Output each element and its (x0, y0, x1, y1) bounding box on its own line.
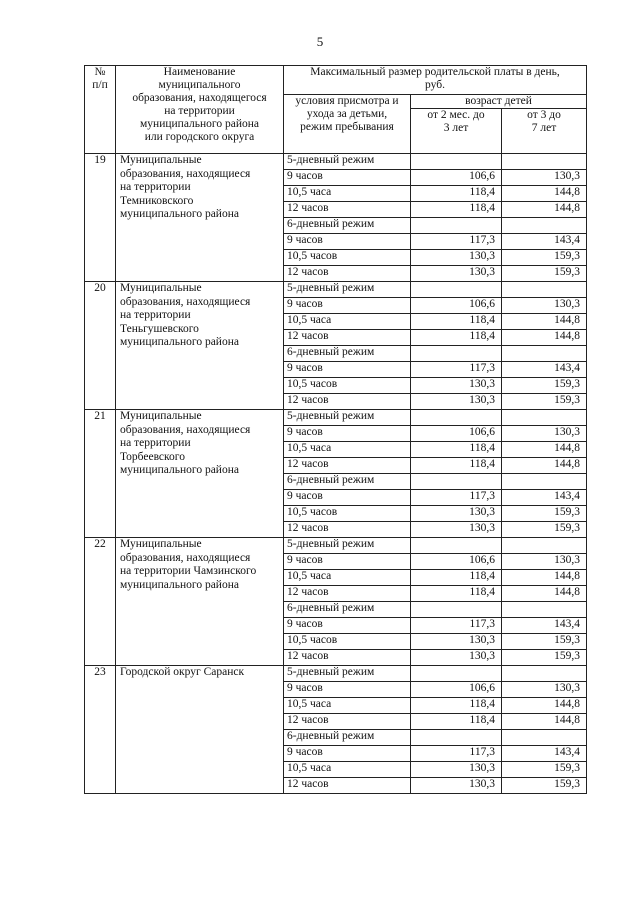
fee-age-3y-7y (502, 410, 587, 426)
fee-age-2m-3y (411, 474, 502, 490)
condition-label: 10,5 часа (284, 186, 411, 202)
table-row (85, 282, 587, 298)
condition-label: 10,5 часа (284, 698, 411, 714)
condition-label: 9 часов (284, 362, 411, 378)
table-row (85, 538, 587, 554)
fee-age-3y-7y: 144,8 (502, 698, 587, 714)
fee-age-3y-7y: 159,3 (502, 634, 587, 650)
fee-age-3y-7y (502, 218, 587, 234)
condition-label: 10,5 часа (284, 314, 411, 330)
mode-label: 5-дневный режим (284, 538, 411, 554)
fee-age-2m-3y (411, 666, 502, 682)
fee-age-3y-7y (502, 538, 587, 554)
municipality-name: Муниципальные образования, находящиеся на территории Чамзинского муниципального района (116, 538, 284, 666)
row-number: 23 (85, 666, 116, 794)
fee-age-3y-7y: 144,8 (502, 714, 587, 730)
table-row (85, 410, 587, 426)
condition-label: 12 часов (284, 714, 411, 730)
municipality-name: Городской округ Саранск (116, 666, 284, 794)
fee-age-3y-7y (502, 602, 587, 618)
condition-label: 10,5 часа (284, 570, 411, 586)
condition-label: 12 часов (284, 778, 411, 794)
header-age-1: от 2 мес. до 3 лет (411, 109, 502, 154)
header-name: Наименование муниципального образования, находящегося на территории муниципального района или городского округа (116, 66, 284, 154)
municipality-name: Муниципальные образования, находящиеся на территории Теньгушевского муниципального района (116, 282, 284, 410)
row-number: 21 (85, 410, 116, 538)
fee-age-2m-3y: 117,3 (411, 490, 502, 506)
fee-age-3y-7y: 144,8 (502, 586, 587, 602)
fee-age-3y-7y (502, 346, 587, 362)
fee-age-3y-7y: 130,3 (502, 682, 587, 698)
fee-age-2m-3y (411, 410, 502, 426)
condition-label: 10,5 часа (284, 762, 411, 778)
fee-age-2m-3y (411, 346, 502, 362)
row-number: 20 (85, 282, 116, 410)
fee-age-3y-7y: 143,4 (502, 746, 587, 762)
fee-age-3y-7y: 130,3 (502, 170, 587, 186)
header-conditions: условия присмотра и ухода за детьми, режим пребывания (284, 95, 411, 154)
condition-label: 12 часов (284, 330, 411, 346)
fee-age-3y-7y: 144,8 (502, 314, 587, 330)
condition-label: 10,5 часов (284, 378, 411, 394)
fee-age-2m-3y (411, 282, 502, 298)
header-age: возраст детей (411, 95, 587, 109)
fee-age-3y-7y: 144,8 (502, 458, 587, 474)
fee-age-3y-7y: 159,3 (502, 394, 587, 410)
fee-age-2m-3y: 118,4 (411, 570, 502, 586)
condition-label: 12 часов (284, 522, 411, 538)
condition-label: 12 часов (284, 202, 411, 218)
condition-label: 9 часов (284, 746, 411, 762)
fee-age-2m-3y: 118,4 (411, 314, 502, 330)
mode-label: 5-дневный режим (284, 154, 411, 170)
fee-age-3y-7y: 130,3 (502, 426, 587, 442)
fee-age-3y-7y (502, 666, 587, 682)
fee-age-2m-3y: 130,3 (411, 778, 502, 794)
table-row (85, 666, 587, 682)
page-number: 5 (316, 34, 324, 49)
fee-age-3y-7y (502, 282, 587, 298)
fee-age-3y-7y: 130,3 (502, 298, 587, 314)
mode-label: 6-дневный режим (284, 730, 411, 746)
fee-age-3y-7y: 144,8 (502, 202, 587, 218)
fee-age-3y-7y: 159,3 (502, 522, 587, 538)
condition-label: 10,5 часа (284, 442, 411, 458)
fee-age-2m-3y (411, 538, 502, 554)
fee-age-2m-3y: 118,4 (411, 330, 502, 346)
fee-age-2m-3y: 106,6 (411, 682, 502, 698)
header-max-fee: Максимальный размер родительской платы в день, руб. (284, 66, 587, 95)
fee-age-2m-3y: 118,4 (411, 698, 502, 714)
fee-age-2m-3y: 130,3 (411, 378, 502, 394)
fee-age-2m-3y: 117,3 (411, 362, 502, 378)
fee-age-3y-7y: 159,3 (502, 266, 587, 282)
fee-age-2m-3y: 118,4 (411, 714, 502, 730)
fee-age-3y-7y: 143,4 (502, 362, 587, 378)
fee-age-3y-7y: 159,3 (502, 762, 587, 778)
condition-label: 10,5 часов (284, 506, 411, 522)
condition-label: 9 часов (284, 490, 411, 506)
fee-age-2m-3y: 118,4 (411, 442, 502, 458)
fee-age-2m-3y: 118,4 (411, 202, 502, 218)
fee-age-3y-7y: 159,3 (502, 250, 587, 266)
fee-age-3y-7y (502, 730, 587, 746)
condition-label: 12 часов (284, 458, 411, 474)
parent-fee-table (84, 65, 587, 794)
fee-age-2m-3y: 117,3 (411, 234, 502, 250)
header-age-2: от 3 до 7 лет (502, 109, 587, 154)
fee-age-2m-3y: 130,3 (411, 250, 502, 266)
header-num: № п/п (85, 66, 116, 154)
fee-age-3y-7y: 144,8 (502, 442, 587, 458)
fee-age-3y-7y: 143,4 (502, 234, 587, 250)
fee-age-2m-3y: 106,6 (411, 170, 502, 186)
fee-age-3y-7y: 144,8 (502, 330, 587, 346)
fee-age-2m-3y: 130,3 (411, 650, 502, 666)
fee-age-2m-3y: 117,3 (411, 746, 502, 762)
row-number: 22 (85, 538, 116, 666)
fee-age-2m-3y: 118,4 (411, 586, 502, 602)
condition-label: 12 часов (284, 266, 411, 282)
condition-label: 9 часов (284, 554, 411, 570)
condition-label: 9 часов (284, 618, 411, 634)
fee-age-2m-3y: 117,3 (411, 618, 502, 634)
fee-age-3y-7y: 144,8 (502, 570, 587, 586)
fee-age-3y-7y (502, 474, 587, 490)
fee-age-3y-7y: 143,4 (502, 490, 587, 506)
row-number: 19 (85, 154, 116, 282)
fee-age-3y-7y: 144,8 (502, 186, 587, 202)
condition-label: 9 часов (284, 234, 411, 250)
fee-age-2m-3y (411, 730, 502, 746)
table-row (85, 154, 587, 170)
fee-age-3y-7y: 159,3 (502, 378, 587, 394)
condition-label: 10,5 часов (284, 250, 411, 266)
condition-label: 12 часов (284, 394, 411, 410)
fee-age-2m-3y (411, 602, 502, 618)
fee-age-2m-3y: 130,3 (411, 394, 502, 410)
condition-label: 9 часов (284, 426, 411, 442)
fee-age-2m-3y: 130,3 (411, 522, 502, 538)
mode-label: 6-дневный режим (284, 218, 411, 234)
municipality-name: Муниципальные образования, находящиеся на территории Торбеевского муниципального района (116, 410, 284, 538)
mode-label: 6-дневный режим (284, 474, 411, 490)
fee-age-2m-3y (411, 154, 502, 170)
mode-label: 6-дневный режим (284, 346, 411, 362)
fee-age-2m-3y: 106,6 (411, 426, 502, 442)
fee-age-2m-3y: 130,3 (411, 634, 502, 650)
fee-age-3y-7y: 159,3 (502, 650, 587, 666)
fee-age-2m-3y: 118,4 (411, 458, 502, 474)
condition-label: 10,5 часов (284, 634, 411, 650)
condition-label: 12 часов (284, 586, 411, 602)
fee-age-3y-7y (502, 154, 587, 170)
table-header (85, 66, 587, 154)
fee-age-3y-7y: 159,3 (502, 778, 587, 794)
mode-label: 5-дневный режим (284, 410, 411, 426)
condition-label: 12 часов (284, 650, 411, 666)
fee-age-2m-3y: 130,3 (411, 266, 502, 282)
fee-age-2m-3y: 130,3 (411, 762, 502, 778)
fee-age-2m-3y (411, 218, 502, 234)
fee-age-2m-3y: 118,4 (411, 186, 502, 202)
mode-label: 5-дневный режим (284, 666, 411, 682)
mode-label: 5-дневный режим (284, 282, 411, 298)
fee-age-2m-3y: 130,3 (411, 506, 502, 522)
fee-age-3y-7y: 143,4 (502, 618, 587, 634)
fee-age-2m-3y: 106,6 (411, 554, 502, 570)
fee-age-3y-7y: 159,3 (502, 506, 587, 522)
condition-label: 9 часов (284, 170, 411, 186)
table-body (85, 154, 587, 794)
condition-label: 9 часов (284, 682, 411, 698)
condition-label: 9 часов (284, 298, 411, 314)
mode-label: 6-дневный режим (284, 602, 411, 618)
fee-age-2m-3y: 106,6 (411, 298, 502, 314)
fee-age-3y-7y: 130,3 (502, 554, 587, 570)
municipality-name: Муниципальные образования, находящиеся на территории Темниковского муниципального района (116, 154, 284, 282)
